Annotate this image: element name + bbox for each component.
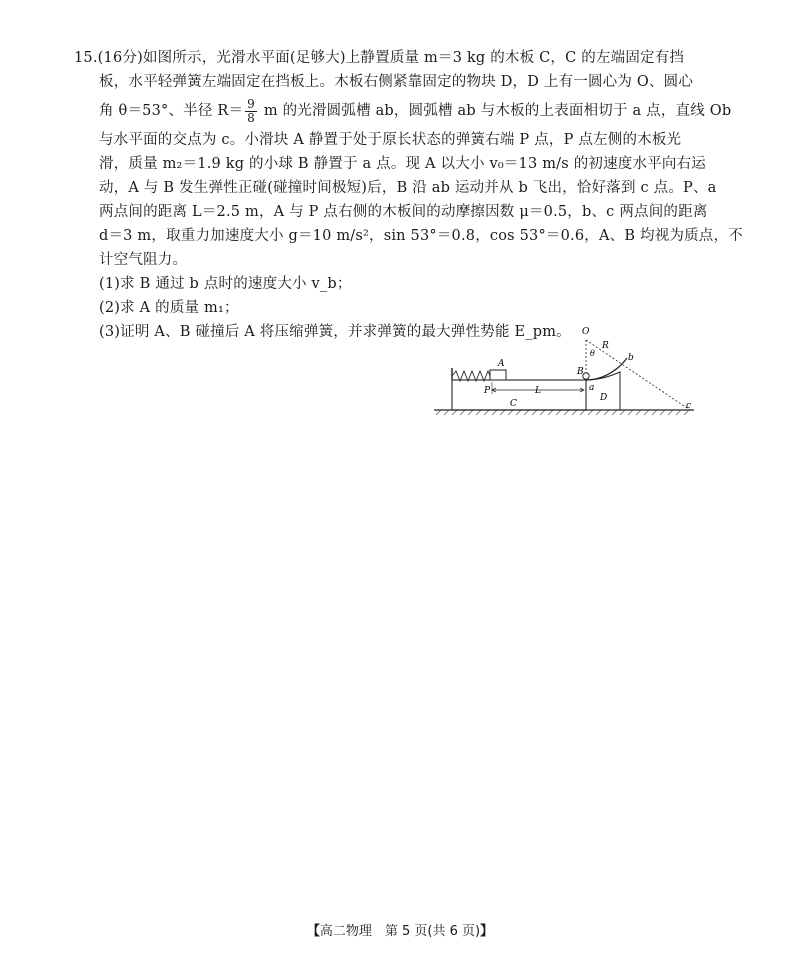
- footer-right-bracket: 】: [480, 924, 494, 939]
- label-c-point: c: [686, 401, 692, 411]
- label-a-point: a: [589, 383, 595, 393]
- problem-line-2: 板，水平轻弹簧左端固定在挡板上。木板右侧紧靠固定的物块 D，D 上有一圆心为 O、圆心: [99, 74, 694, 90]
- question-number: 15.: [74, 50, 98, 66]
- sub-question-1: (1)求 B 通过 b 点时的速度大小 v_b；: [99, 276, 352, 292]
- block-a: [490, 370, 506, 380]
- diagram-svg: [432, 320, 697, 425]
- label-d: D: [600, 393, 608, 403]
- ground-hatching: [436, 410, 689, 415]
- label-o: O: [582, 327, 590, 337]
- radius-fraction: $\frac{9}{8}$: [247, 96, 256, 125]
- sub-question-2: (2)求 A 的质量 m₁；: [99, 300, 239, 316]
- board-c: [452, 380, 586, 410]
- question-points: (16分): [97, 50, 143, 66]
- footer-left-bracket: 【: [306, 924, 320, 939]
- footer-text: 高二物理 第 5 页(共 6 页): [319, 924, 481, 939]
- label-c-board: C: [510, 399, 517, 409]
- label-r: R: [602, 341, 609, 351]
- sub-question-3: (3)证明 A、B 碰撞后 A 将压缩弹簧，并求弹簧的最大弹性势能 E_pm。: [99, 324, 571, 340]
- label-p: P: [484, 386, 491, 396]
- problem-line-4: 与水平面的交点为 c。小滑块 A 静置于处于原长状态的弹簧右端 P 点，P 点左侧的木板光: [99, 132, 682, 148]
- problem-line-9: 计空气阻力。: [99, 252, 188, 268]
- label-theta: θ: [590, 349, 595, 358]
- problem-line-7: 两点间的距离 L＝2.5 m，A 与 P 点右侧的木板间的动摩擦因数 μ＝0.5，b、c 两点间的距离: [99, 204, 708, 220]
- label-b-ball: B: [577, 367, 584, 377]
- problem-15: [74, 46, 743, 344]
- label-b: b: [628, 353, 634, 363]
- physics-diagram: [432, 320, 697, 425]
- label-l: L: [535, 386, 541, 396]
- problem-line-6: 动，A 与 B 发生弹性正碰(碰撞时间极短)后，B 沿 ab 运动并从 b 飞出，恰好落到 c 点。P、a: [99, 180, 717, 196]
- ball-b: [583, 373, 589, 379]
- page-footer: [0, 920, 800, 939]
- problem-line-8: d＝3 m，取重力加速度大小 g＝10 m/s²，sin 53°＝0.8，cos 53°＝0.6，A、B 均视为质点，不: [99, 228, 743, 244]
- label-a-block: A: [498, 359, 505, 369]
- problem-line-5: 滑，质量 m₂＝1.9 kg 的小球 B 静置于 a 点。现 A 以大小 v₀＝13 m/s 的初速度水平向右运: [99, 156, 707, 172]
- problem-line-1: 15.(16分)如图所示，光滑水平面(足够大)上静置质量 m＝3 kg 的木板 C，C 的左端固定有挡: [74, 50, 685, 66]
- problem-line-3: 角 θ＝53°、半径 R＝ $\frac{9}{8}$ m 的光滑圆弧槽 ab，圆弧槽 ab 与木板的上表面相切于 a 点，直线 Ob: [99, 96, 732, 125]
